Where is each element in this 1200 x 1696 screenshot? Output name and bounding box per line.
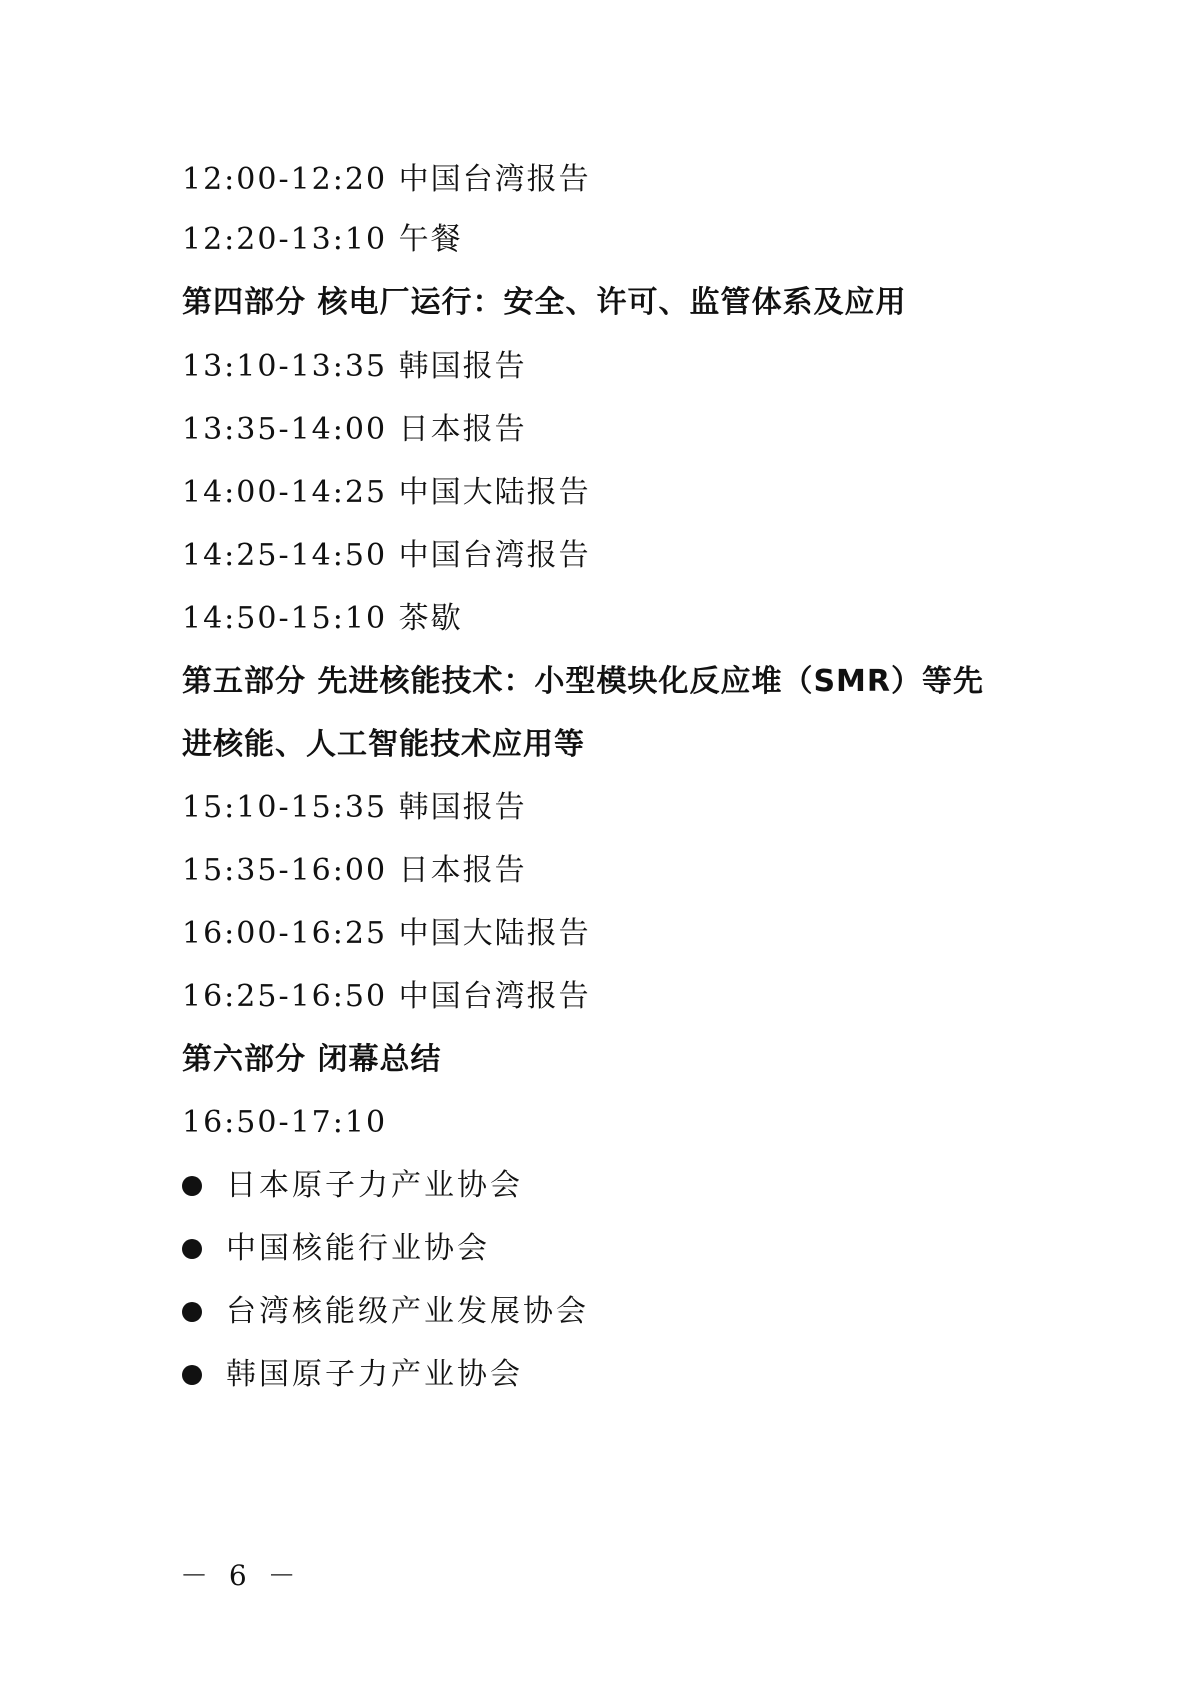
- page-number: － 6 －: [180, 1559, 302, 1592]
- section-heading: 第四部分 核电厂运行：安全、许可、监管体系及应用: [182, 285, 907, 320]
- list-item-label: 韩国原子力产业协会: [226, 1357, 523, 1392]
- schedule-item: 12:00-12:20 中国台湾报告: [182, 162, 591, 197]
- list-item: [182, 1229, 490, 1269]
- section-heading-continued: 进核能、人工智能技术应用等: [182, 727, 585, 762]
- list-item-label: 台湾核能级产业发展协会: [226, 1294, 589, 1329]
- bullet-icon: [182, 1302, 202, 1322]
- schedule-item: 14:25-14:50 中国台湾报告: [182, 538, 591, 573]
- schedule-item: 16:00-16:25 中国大陆报告: [182, 916, 591, 951]
- schedule-item: 13:35-14:00 日本报告: [182, 412, 527, 447]
- schedule-item: 14:00-14:25 中国大陆报告: [182, 475, 591, 510]
- bullet-icon: [182, 1176, 202, 1196]
- schedule-item: 12:20-13:10 午餐: [182, 222, 463, 257]
- schedule-item: 16:50-17:10: [182, 1105, 388, 1140]
- schedule-item: 15:10-15:35 韩国报告: [182, 790, 527, 825]
- section-heading: 第六部分 闭幕总结: [182, 1042, 442, 1077]
- section-heading: 第五部分 先进核能技术：小型模块化反应堆（SMR）等先: [182, 664, 985, 699]
- schedule-item: 15:35-16:00 日本报告: [182, 853, 527, 888]
- schedule-item: 14:50-15:10 茶歇: [182, 601, 463, 636]
- bullet-icon: [182, 1239, 202, 1259]
- list-item: [182, 1355, 523, 1395]
- list-item-label: 中国核能行业协会: [226, 1231, 490, 1266]
- list-item-label: 日本原子力产业协会: [226, 1168, 523, 1203]
- bullet-icon: [182, 1365, 202, 1385]
- schedule-item: 13:10-13:35 韩国报告: [182, 349, 527, 384]
- schedule-item: 16:25-16:50 中国台湾报告: [182, 979, 591, 1014]
- list-item: [182, 1292, 589, 1332]
- list-item: [182, 1166, 523, 1206]
